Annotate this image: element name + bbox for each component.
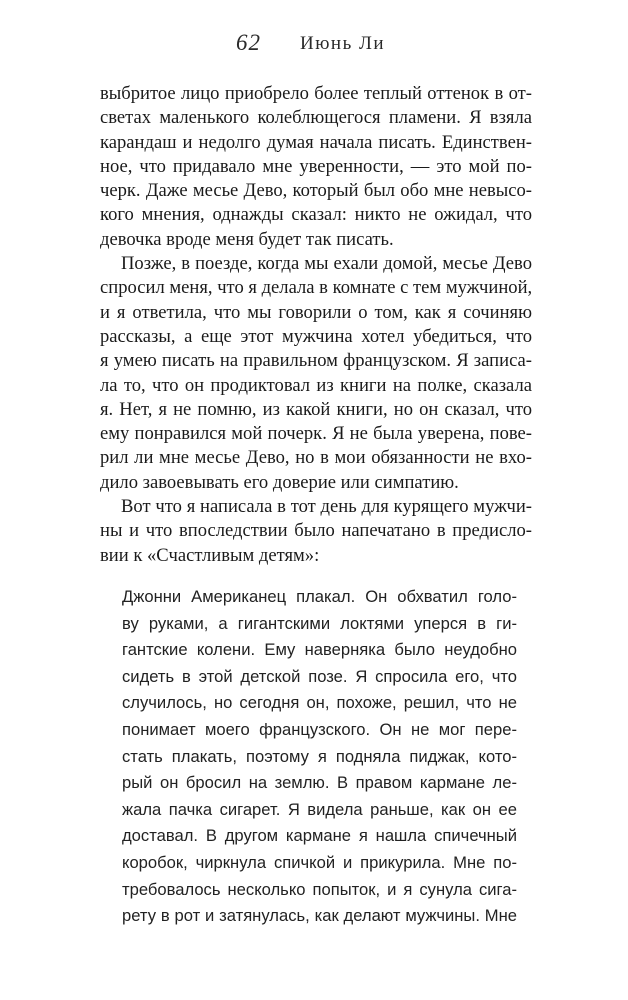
text-line: Вот что я написала в тот день для курящего мужчи- bbox=[121, 496, 532, 518]
text-line: рассказы, а еще этот мужчина хотел убедиться, что bbox=[100, 325, 532, 347]
text-line: черк. Даже месье Дево, который был обо мне невысо- bbox=[100, 180, 532, 202]
quote-line: понимает моего французского. Он не мог пере- bbox=[122, 719, 517, 739]
text-line: выбритое лицо приобрело более теплый оттенок в от- bbox=[100, 83, 532, 104]
quote-line: случилось, но сегодня он, похоже, решил, что не bbox=[122, 693, 517, 713]
page-header bbox=[0, 30, 628, 60]
quote-line: стать плакать, поэтому я подняла пиджак, кото- bbox=[122, 746, 517, 766]
text-line: я умею писать на правильном французском. Я записа- bbox=[100, 350, 532, 372]
main-text bbox=[100, 82, 532, 568]
page-number: 62 bbox=[236, 30, 261, 55]
text-line: спросил меня, что я делала в комнате с тем мужчиной, bbox=[100, 277, 533, 299]
quote-line: доставал. В другом кармане я нашла спичечный bbox=[122, 826, 517, 846]
quote-line: Джонни Американец плакал. Он обхватил голо- bbox=[122, 587, 517, 606]
text-line: ное, что придавало мне уверенности, — это мой по- bbox=[100, 155, 532, 177]
text-line: дило завоевывать его доверие или симпатию. bbox=[100, 471, 459, 493]
quote-line: ву руками, а гигантскими локтями уперся в ги- bbox=[122, 613, 517, 633]
text-line: ла то, что он продиктовал из книги на полке, сказала bbox=[100, 374, 532, 396]
paragraph-2 bbox=[100, 252, 532, 495]
text-line: карандаш и недолго думая начала писать. Единствен- bbox=[100, 131, 532, 153]
quote-line: требовалось несколько попыток, и я сунула сига- bbox=[122, 879, 517, 899]
text-line: светах маленького колеблющегося пламени. Я взяла bbox=[100, 107, 532, 129]
quote-line: гантские колени. Ему наверняка было неудобно bbox=[122, 640, 517, 660]
text-line: и я ответила, что мы говорили о том, как я сочиняю bbox=[100, 301, 532, 323]
text-line: вии к «Счастливым детям»: bbox=[100, 544, 320, 566]
text-line: ны и что впоследствии было напечатано в предисло- bbox=[100, 520, 532, 542]
quote-line: сидеть в этой детской позе. Я спросила его, что bbox=[122, 666, 517, 686]
text-line: девочка вроде меня будет так писать. bbox=[100, 228, 394, 250]
text-line: кого мнения, однажды сказал: никто не ожидал, что bbox=[100, 204, 532, 226]
quote-line: жала пачка сигарет. Я видела раньше, как он ее bbox=[122, 799, 517, 819]
paragraph-3 bbox=[100, 495, 532, 568]
text-line: ему понравился мой почерк. Я не была уверена, пове- bbox=[100, 423, 532, 445]
text-line: рил ли мне месье Дево, но в мои обязанности не вхо- bbox=[100, 447, 532, 469]
text-line: Позже, в поезде, когда мы ехали домой, месье Дево bbox=[121, 253, 532, 275]
paragraph-1 bbox=[100, 82, 532, 252]
quote-line: рету в рот и затянулась, как делают мужчины. Мне bbox=[122, 906, 517, 926]
text-line: я. Нет, я не помню, из какой книги, но он сказал, что bbox=[100, 398, 532, 420]
quoted-passage bbox=[122, 584, 517, 930]
quote-line: рый он бросил на землю. В правом кармане ле- bbox=[122, 773, 517, 793]
running-head: Июнь Ли bbox=[300, 33, 386, 54]
quote-line: коробок, чиркнула спичкой и прикурила. Мне по- bbox=[122, 852, 517, 872]
